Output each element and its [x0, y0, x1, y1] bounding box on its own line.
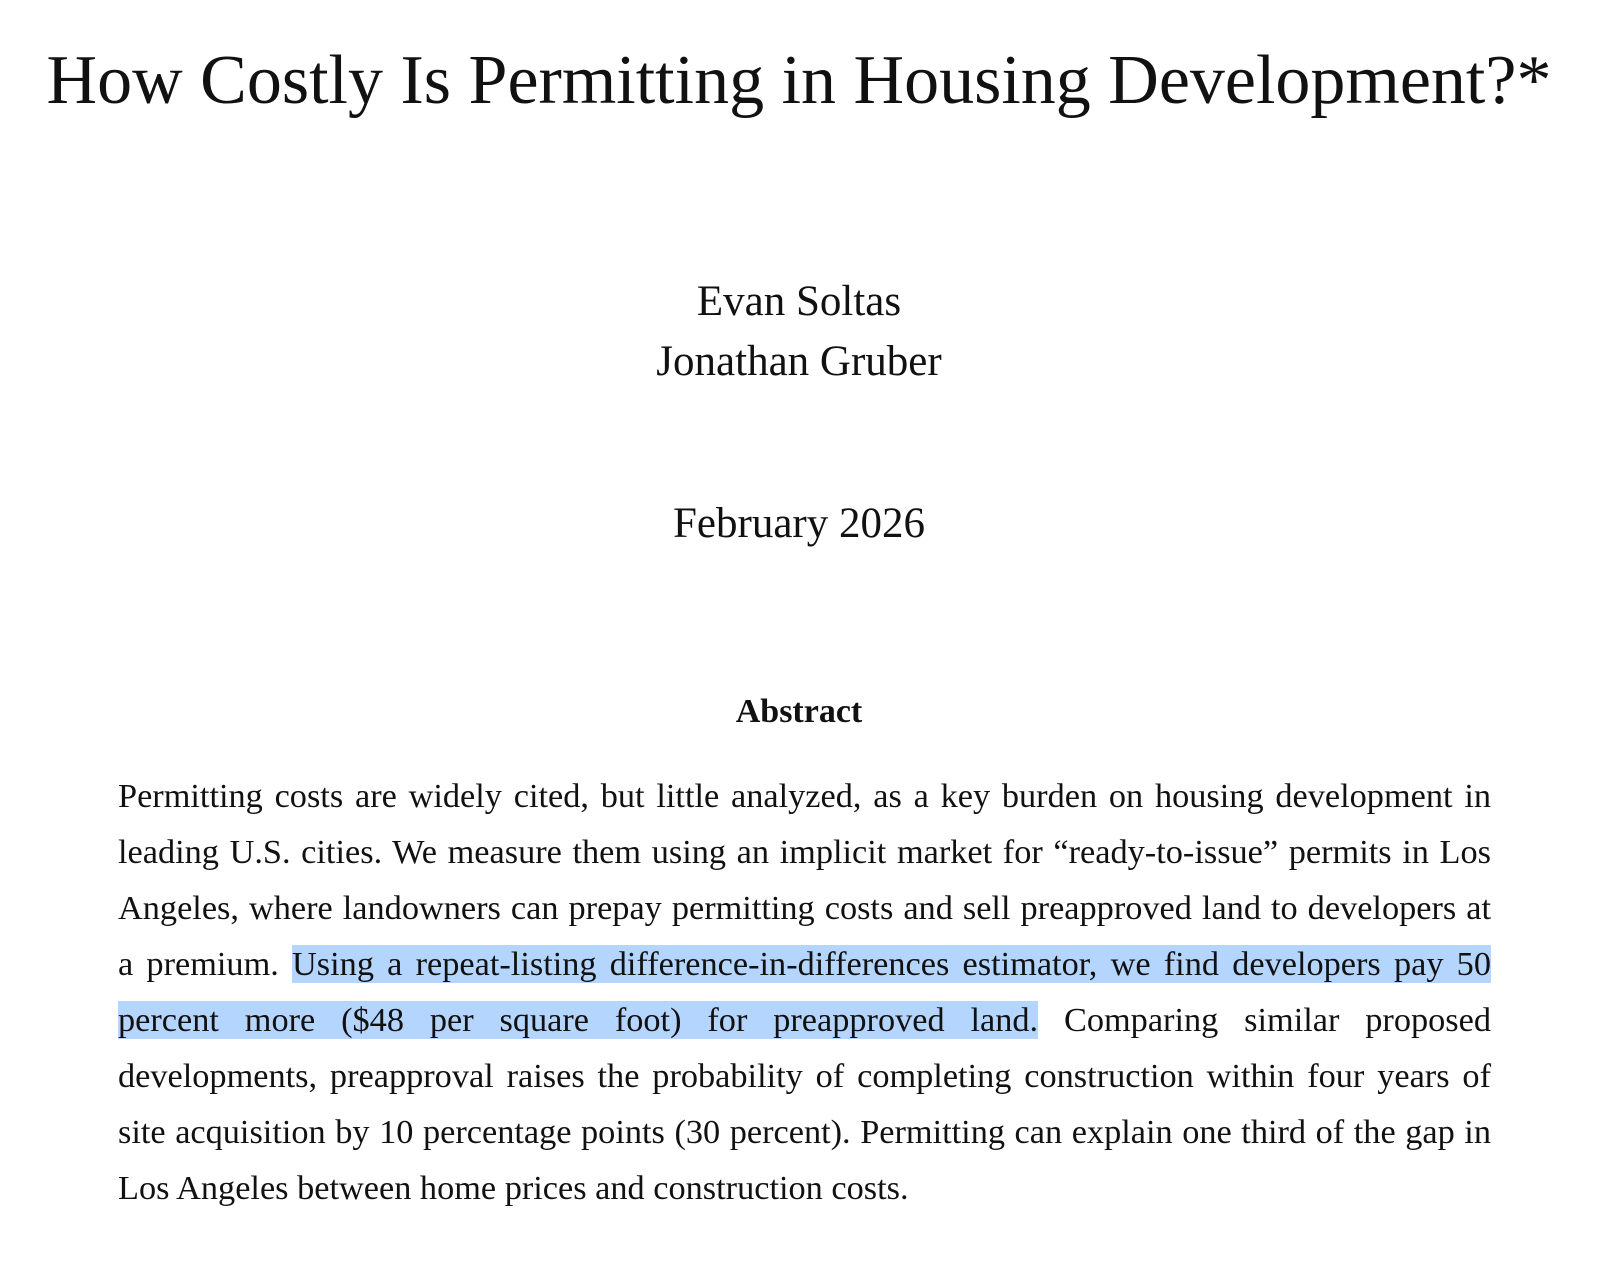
- paper-date: February 2026: [673, 500, 925, 547]
- abstract-heading: Abstract: [735, 693, 863, 730]
- abstract-selected-text[interactable]: Using a repeat-listing difference-in-differences estimator, we find developers pay 50 percent more ($48 per square foot) for preapproved land.: [118, 945, 1491, 1039]
- paper-title: How Costly Is Permitting in Housing Development?*: [46, 42, 1552, 119]
- abstract-text[interactable]: [118, 768, 1491, 1216]
- abstract-text-segment[interactable]: Permitting costs are widely cited, but little analyzed, as a key burden on housing development in leading U.S. cities. We measure them using an implicit market for “ready-to-issue” permits in Los Angeles, where landowners can prepay permitting costs and sell preapproved land to developers at a premium.: [118, 777, 1491, 983]
- author-name: Jonathan Gruber: [656, 338, 942, 385]
- abstract-text-segment[interactable]: Comparing similar proposed developments, preapproval raises the probability of completing construction within four years of site acquisition by 10 percentage points (30 percent). Permitting can explain one third of the gap in Los Angeles between home prices and construction costs.: [118, 1001, 1491, 1207]
- author-list: [0, 272, 1598, 392]
- author-name: Evan Soltas: [696, 278, 902, 325]
